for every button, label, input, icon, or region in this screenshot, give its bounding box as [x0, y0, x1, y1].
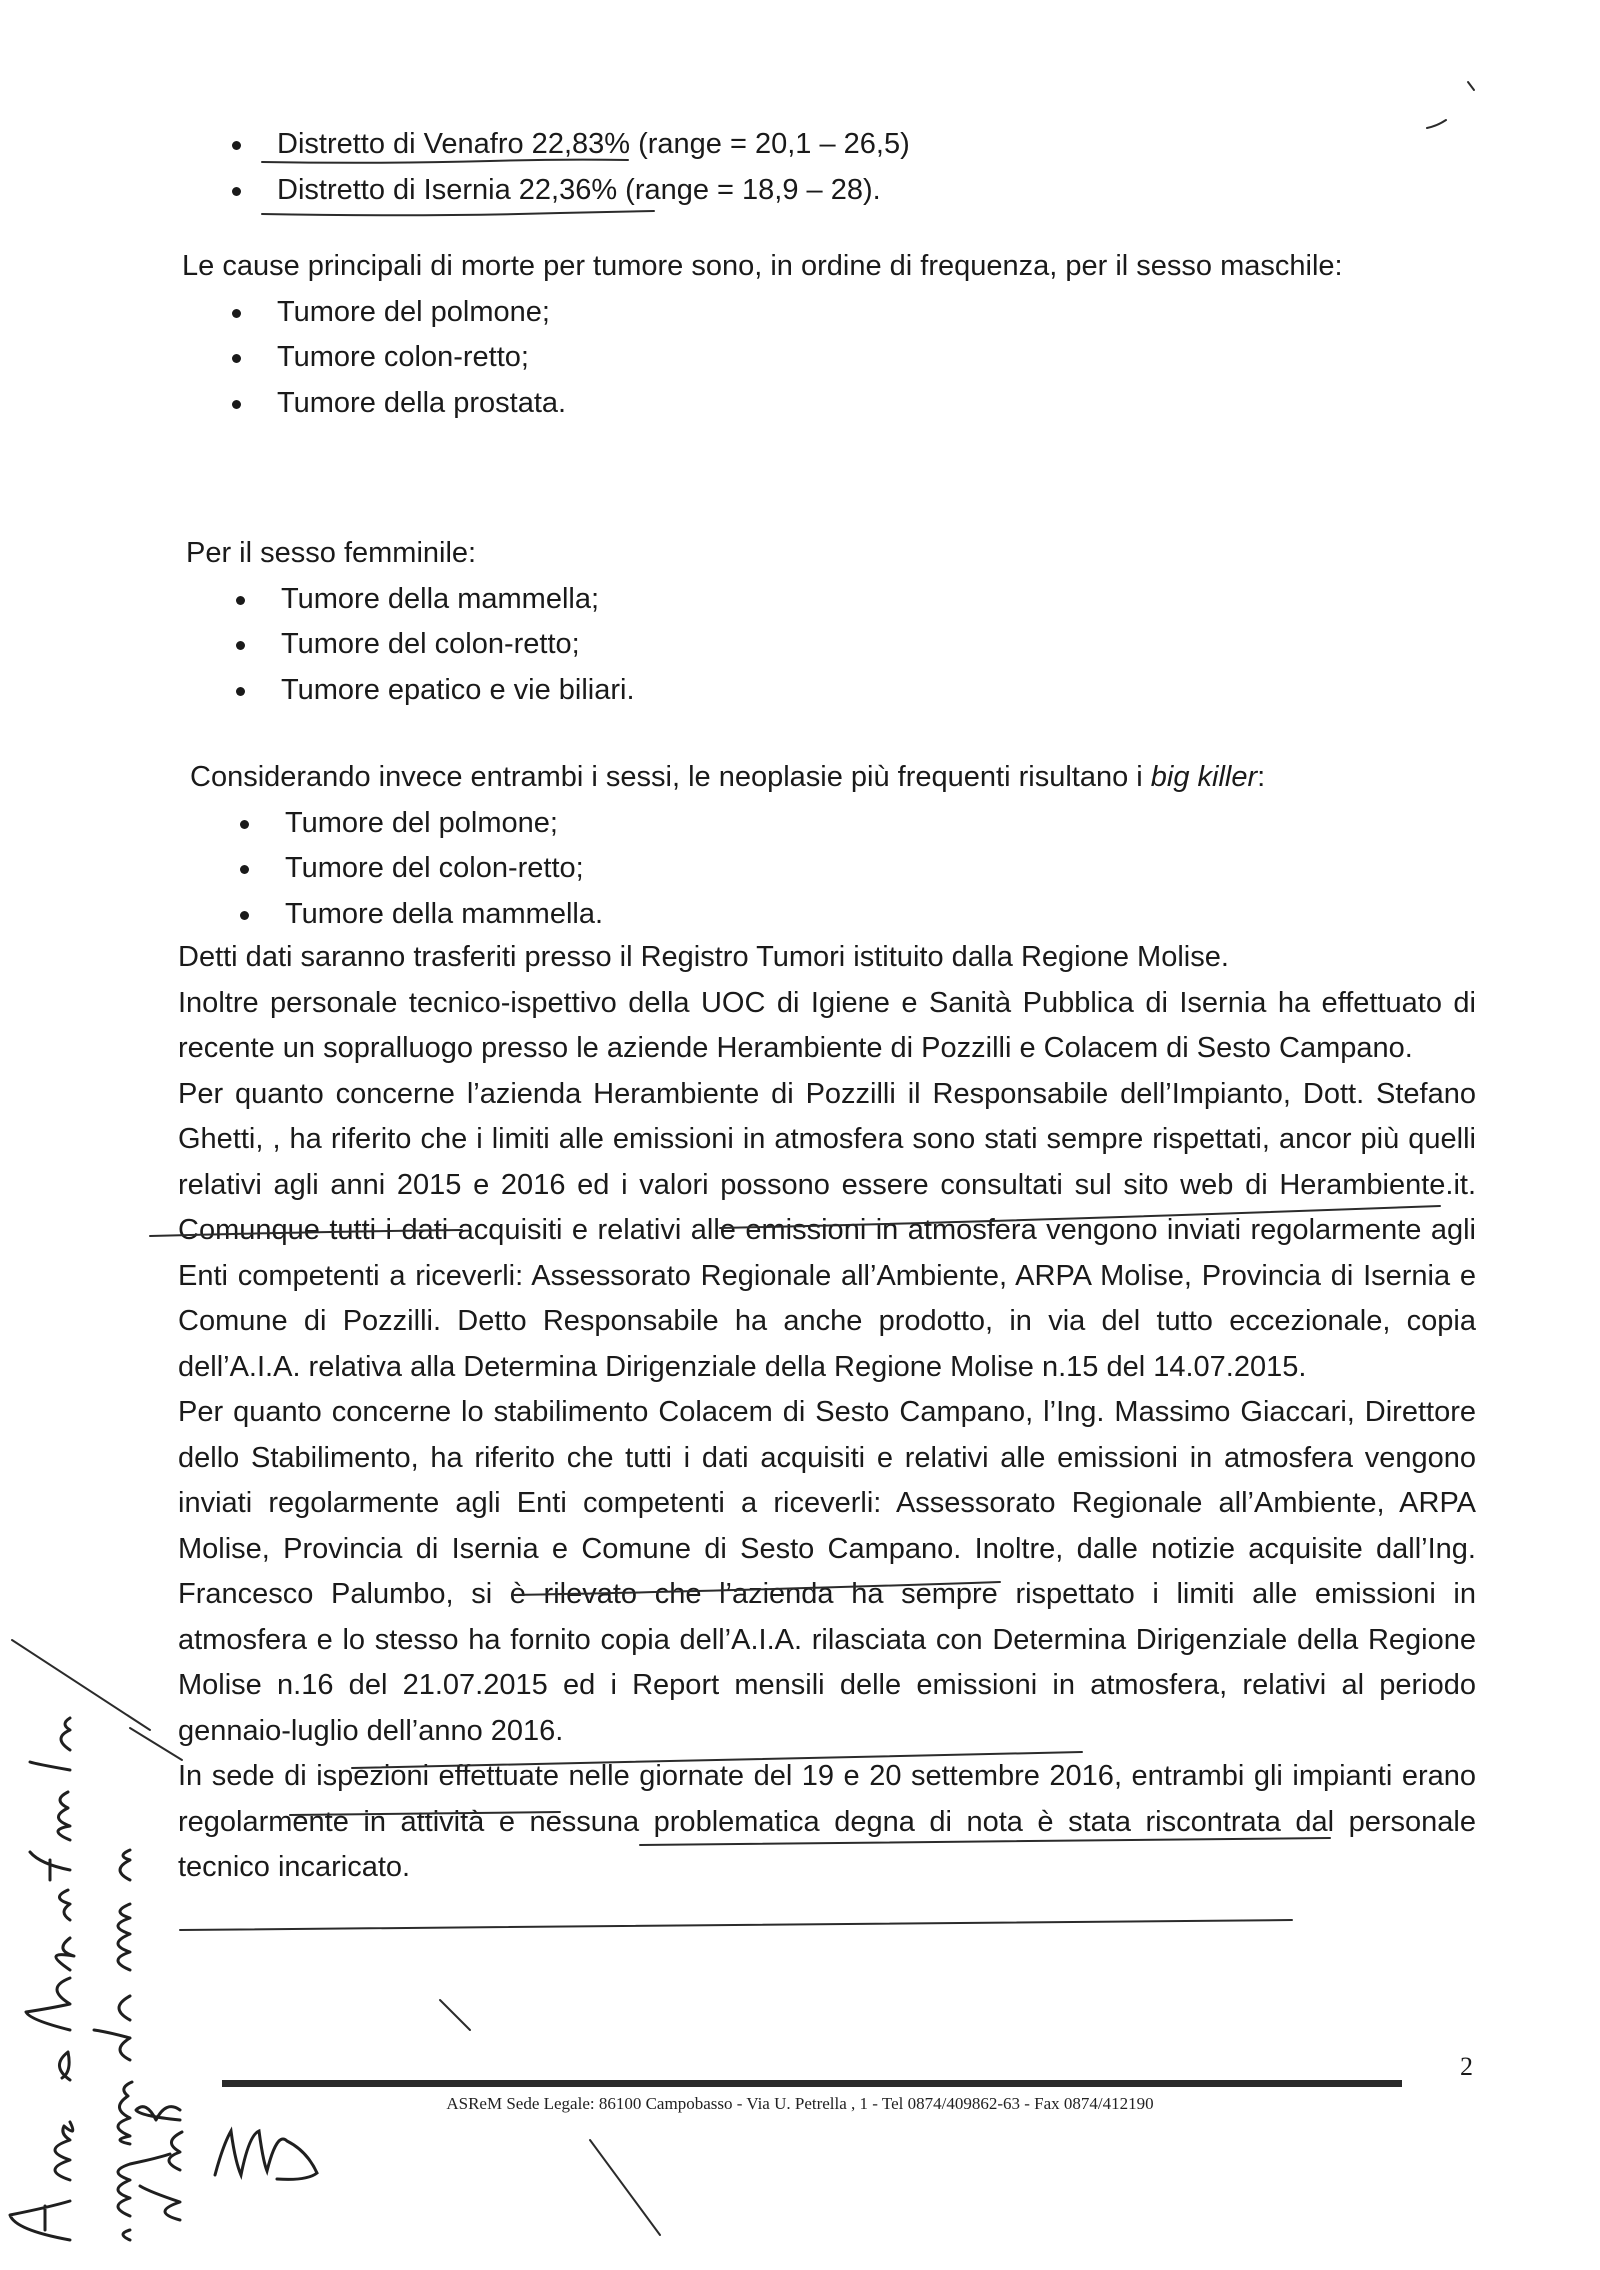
list-item-text: Tumore della prostata. [277, 386, 567, 419]
handwriting-line-1 [10, 1718, 74, 2240]
handwriting-line-3 [136, 2107, 182, 2220]
paragraph-registro: Detti dati saranno trasferiti presso il Registro Tumori istituito dalla Regione Molise. [178, 941, 1229, 973]
underline-venafro [262, 160, 628, 163]
list-item-text: Tumore colon-retto; [277, 341, 529, 373]
underline-colacem [512, 1582, 1000, 1595]
margin-stroke [12, 1640, 150, 1730]
district-item-text: Distretto di Isernia 22,36% (range = 18,9 – 28). [277, 173, 881, 206]
both-intro-colon: : [1257, 761, 1266, 793]
page-number: 2 [1460, 2052, 1473, 2081]
signature-scribble [215, 2131, 317, 2179]
paragraph-ispezioni: In sede di ispezioni effettuate nelle giornate del 19 e 20 settembre 2016, entrambi gli impianti erano regolarmente in attività e nessuna problematica degna di nota è stata riscontrata dal personale tecnico incaricato. [178, 1760, 1476, 1883]
list-item-text: Tumore del colon-retto; [285, 852, 584, 884]
underline-azienda [352, 1752, 1082, 1768]
underline-ispezioni [180, 1920, 1292, 1930]
paragraph-sopralluogo: Inoltre personale tecnico-ispettivo della UOC di Igiene e Sanità Pubblica di Isernia ha effettuato di recente un sopralluogo presso le aziende Herambiente di Pozzilli e Colacem di Sesto Campano. [178, 986, 1476, 1064]
underline-sempre [150, 1230, 462, 1236]
both-intro-text: Considerando invece entrambi i sessi, le neoplasie più frequenti risultano i [190, 761, 1151, 793]
list-item-text: Tumore del colon-retto; [281, 628, 580, 660]
male-intro: Le cause principali di morte per tumore sono, in ordine di frequenza, per il sesso maschile: [182, 250, 1343, 282]
female-intro: Per il sesso femminile: [186, 537, 477, 569]
underline-limiti [720, 1206, 1440, 1228]
list-item-text: Tumore della mammella. [285, 897, 604, 930]
margin-stroke [590, 2140, 660, 2235]
scan-mark [1427, 120, 1446, 128]
list-item-text: Tumore della mammella; [281, 582, 600, 615]
big-killer-term: big killer [1150, 761, 1258, 793]
handwriting-line-2 [94, 1850, 170, 2240]
margin-stroke [130, 1728, 182, 1760]
underline-report [640, 1838, 1330, 1845]
paragraph-colacem: Per quanto concerne lo stabilimento Colacem di Sesto Campano, l’Ing. Massimo Giaccari, Direttore dello Stabilimento, ha riferito che tutti i dati acquisiti e relativi alle emissioni in atmosfera vengono inviati regolarmente agli Enti competenti a riceverli: Assessorato Regionale all’Ambiente, ARPA Molise, Provincia di Isernia e Comune di Sesto Campano. Inoltre, dalle notizie acquisite dall’Ing. Francesco Palumbo, si è rilevato che l’azienda ha sempre rispettato i limiti alle emissioni in atmosfera e lo stesso ha fornito copia dell’A.I.A. rilasciata con Determina Dirigenziale della Regione Molise n.16 del 21.07.2015 ed i Report mensili delle emissioni in atmosfera, relativi al periodo gennaio-luglio dell’anno 2016. [178, 1396, 1476, 1747]
list-item-text: Tumore del polmone; [285, 806, 558, 839]
scan-mark [1468, 82, 1474, 90]
footer-address: ASReM Sede Legale: 86100 Campobasso - Via U. Petrella , 1 - Tel 0874/409862-63 - Fax 0874/412190 [446, 2094, 1154, 2113]
paragraph-herambiente: Per quanto concerne l’azienda Herambiente di Pozzilli il Responsabile dell’Impianto, Dott. Stefano Ghetti, , ha riferito che i limiti alle emissioni in atmosfera sono stati sempre rispettati, ancor più quelli relativi agli anni 2015 e 2016 ed i valori possono essere consultati sul sito web di Herambiente.it. Comunque tutti i dati acquisiti e relativi alle emissioni in atmosfera vengono inviati regolarmente agli Enti competenti a riceverli: Assessorato Regionale all’Ambiente, ARPA Molise, Provincia di Isernia e Comune di Pozzilli. Detto Responsabile ha anche prodotto, in via del tutto eccezionale, copia dell’A.I.A. relativa alla Determina Dirigenziale della Regione Molise n.15 del 14.07.2015. [178, 1077, 1476, 1383]
margin-stroke [440, 2000, 470, 2030]
district-item-text: Distretto di Venafro 22,83% (range = 20,1 – 26,5) [277, 128, 910, 160]
list-item-text: Tumore del polmone; [277, 295, 550, 328]
underline-fornito [290, 1812, 560, 1815]
underline-isernia [262, 211, 654, 215]
list-item-text: Tumore epatico e vie biliari. [281, 673, 635, 706]
